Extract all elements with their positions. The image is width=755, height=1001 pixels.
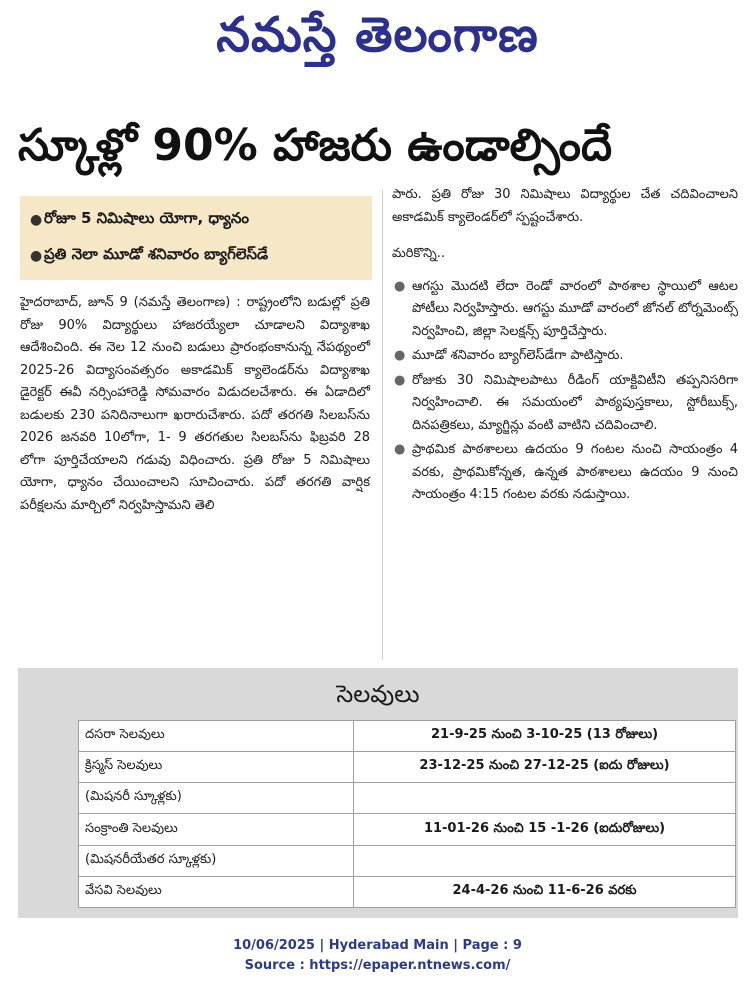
- bullet-icon: ●: [394, 278, 406, 294]
- newspaper-masthead-logo: నమస్తే తెలంగాణ: [216, 7, 539, 63]
- holidays-title: సెలవులు: [336, 680, 420, 708]
- highlight-text: ప్రతి నెలా మూడో శనివారం బ్యాగ్‌లెస్‌డే: [44, 245, 269, 263]
- holiday-dates: 24-4-26 నుంచి 11-6-26 వరకు: [354, 876, 736, 907]
- article-body-right: [392, 184, 738, 509]
- highlight-item: [30, 202, 362, 238]
- holiday-dates: 23-12-25 నుంచి 27-12-25 (ఐదు రోజులు): [354, 752, 736, 783]
- footer-source-line: Source : https://epaper.ntnews.com/: [244, 958, 511, 973]
- bullet-icon: ●: [394, 442, 406, 457]
- bullet-icon: ●: [394, 348, 406, 363]
- holidays-panel: [18, 668, 738, 918]
- highlight-text: రోజూ 5 నిమిషాలు యోగా, ధ్యానం: [44, 209, 249, 227]
- bullet-icon: ●: [30, 212, 43, 228]
- highlight-item: [30, 238, 362, 274]
- highlights-box: [20, 196, 372, 280]
- article-body-left: హైదరాబాద్, జూన్ 9 (నమస్తే తెలంగాణ) : రాష్ట్రంలోని బడుల్లో ప్రతి రోజు 90% విద్యార్థులు హాజరయ్యేలా చూడాలని విద్యాశాఖ ఆదేశించింది. ఈ నెల 12 నుంచి బడులు ప్రారంభంకానున్న నేపథ్యంలో 2025-26 విద్యాసంవత్సరం అకాడమిక్ క్యాలెండర్‌ను విద్యాశాఖ డైరెక్టర్ ఈవీ నర్సింహారెడ్డి సోమవారం విడుదలచేశారు. ఈ ఏడాదిలో బడులకు 230 పనిదినాలుగా ఖరారుచేశారు. పదో తరగతి సిలబస్‌ను 2026 జనవరి 10లోగా, 1- 9 తరగతుల సిలబస్‌ను ఫిబ్రవరి 28 లోగా పూర్తిచేయాలని గడువు విధించారు. ప్రతి రోజు 5 నిమిషాలు యోగా, ధ్యానం చేయించాలని సూచించారు. పదో తరగతి వార్షిక పరీక్షలను మార్చిలో నిర్వహిస్తామని తెలి: [20, 295, 370, 513]
- holiday-name: (మిషనరీయేతర స్కూళ్లకు): [79, 845, 354, 876]
- list-item: ● మూడో శనివారం బ్యాగ్‌లెస్‌డేగా పాటిస్తారు.: [392, 345, 738, 368]
- holiday-dates: 21-9-25 నుంచి 3-10-25 (13 రోజులు): [354, 721, 736, 752]
- list-item: ● ఆగస్టు మొదటి లేదా రెండో వారంలో పాఠశాల స్థాయిలో ఆటల పోటీలు నిర్వహిస్తారు. ఆగస్టు మూడో వారంలో జోనల్ టోర్నమెంట్స్ నిర్వహించి, జిల్లా సెలక్షన్స్ పూర్తిచేస్తారు.: [392, 276, 738, 344]
- list-item: ● రోజుకు 30 నిమిషాలపాటు రీడింగ్ యాక్టివిటీని తప్పనిసరిగా నిర్వహించాలి. ఈ సమయంలో పాఠ్యపుస్తకాలు, స్టోరీబుక్స్, దినపత్రికలు, మ్యాగ్జిన్లు వంటి వాటిని చదివించాలి.: [392, 370, 738, 438]
- holiday-dates: 11-01-26 నుంచి 15 -1-26 (ఐదురోజులు): [354, 814, 736, 845]
- table-row: [79, 876, 736, 907]
- table-row: [79, 783, 736, 814]
- table-row: [79, 721, 736, 752]
- holiday-dates: [354, 783, 736, 814]
- footer-edition-line: 10/06/2025 | Hyderabad Main | Page : 9: [233, 938, 522, 953]
- more-heading: మరికొన్ని..: [392, 246, 445, 261]
- holiday-name: క్రిస్మస్ సెలవులు: [79, 752, 354, 783]
- article-continuation: పారు. ప్రతి రోజు 30 నిమిషాలు విద్యార్థుల చేత చదివించాలని అకాడమిక్ క్యాలెండర్‌లో స్పష్టంచేశారు.: [392, 187, 738, 225]
- holiday-name: సంక్రాంతి సెలవులు: [79, 814, 354, 845]
- table-row: [79, 752, 736, 783]
- table-row: [79, 845, 736, 876]
- holiday-name: వేసవి సెలవులు: [79, 876, 354, 907]
- bullet-icon: ●: [394, 372, 406, 388]
- holiday-dates: [354, 845, 736, 876]
- article-headline: స్కూళ్లో 90% హాజరు ఉండాల్సిందే: [18, 120, 613, 171]
- bullet-icon: ●: [30, 248, 43, 264]
- holidays-table: [78, 720, 736, 908]
- key-points-list: [392, 276, 738, 507]
- holiday-name: దసరా సెలవులు: [79, 721, 354, 752]
- page-footer: [0, 936, 755, 976]
- list-item: ● ప్రాథమిక పాఠశాలలు ఉదయం 9 గంటల నుంచి సాయంత్రం 4 వరకు, ప్రాథమికోన్నత, ఉన్నత పాఠశాలలు ఉదయం 9 నుంచి సాయంత్రం 4:15 గంటల వరకు నడుస్తాయి.: [392, 439, 738, 507]
- table-row: [79, 814, 736, 845]
- holiday-name: (మిషనరీ స్కూళ్లకు): [79, 783, 354, 814]
- column-divider: [382, 190, 383, 660]
